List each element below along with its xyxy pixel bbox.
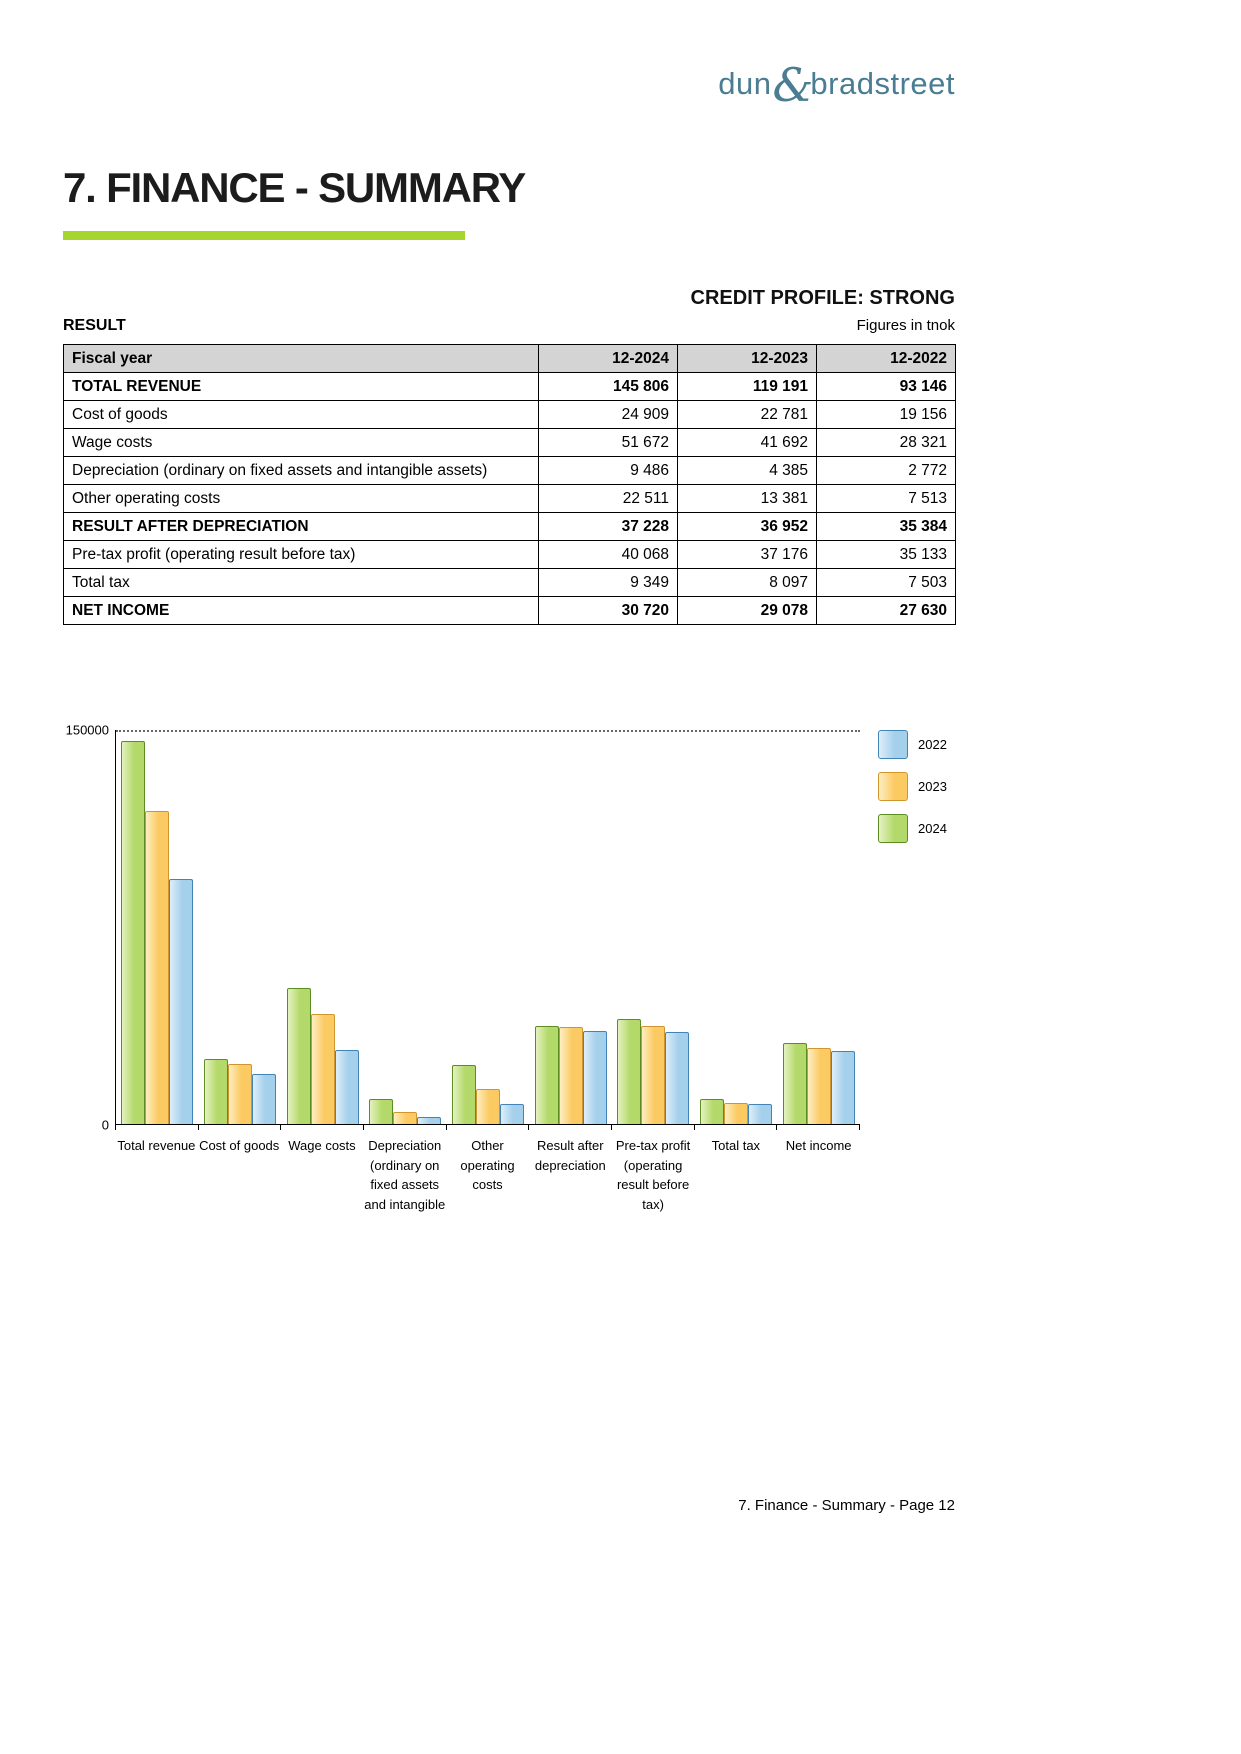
x-axis-tick <box>529 1125 612 1130</box>
bar-2023 <box>807 1048 831 1124</box>
category-label: Cost of goods <box>199 1138 280 1153</box>
bar-group <box>281 730 364 1124</box>
table-row <box>64 513 956 541</box>
x-axis-tick <box>777 1125 860 1130</box>
credit-profile-heading: CREDIT PROFILE: STRONG <box>690 287 955 309</box>
row-value: 35 133 <box>817 541 956 569</box>
legend-label: 2023 <box>918 779 947 794</box>
row-value: 27 630 <box>817 597 956 625</box>
x-axis-tick <box>116 1125 199 1130</box>
table-row <box>64 597 956 625</box>
legend-label: 2022 <box>918 737 947 752</box>
bar-2024 <box>617 1019 641 1124</box>
category-label: Pre-tax profit (operating result before tax) <box>615 1138 691 1212</box>
section-label: RESULT <box>63 317 126 334</box>
figures-unit-note: Figures in tnok <box>856 317 955 334</box>
x-axis-ticks <box>115 1125 860 1130</box>
table-row <box>64 457 956 485</box>
bar-2024 <box>700 1099 724 1124</box>
category-label: Depreciation (ordinary on fixed assets and intangible <box>364 1138 446 1212</box>
bar-2022 <box>335 1050 359 1124</box>
bar-2022 <box>831 1051 855 1124</box>
title-accent-bar <box>63 231 465 240</box>
category-label: Net income <box>785 1138 852 1153</box>
bar-group <box>447 730 530 1124</box>
row-label: Depreciation (ordinary on fixed assets and intangible assets) <box>64 457 539 485</box>
category-label: Total revenue <box>117 1138 196 1153</box>
row-value: 41 692 <box>678 429 817 457</box>
legend-item <box>878 772 947 801</box>
bar-group <box>612 730 695 1124</box>
row-label: Total tax <box>64 569 539 597</box>
bar-2024 <box>287 988 311 1124</box>
page-footer: 7. Finance - Summary - Page 12 <box>738 1497 955 1514</box>
x-axis-tick <box>695 1125 778 1130</box>
logo-word-dun: dun <box>718 66 772 101</box>
legend-label: 2024 <box>918 821 947 836</box>
gridline-150000 <box>116 730 860 732</box>
x-axis-tick <box>281 1125 364 1130</box>
dnb-logo <box>0 58 955 112</box>
table-row <box>64 541 956 569</box>
category-label: Wage costs <box>288 1138 356 1153</box>
bar-2022 <box>583 1031 607 1124</box>
table-head-row <box>64 345 956 373</box>
row-value: 145 806 <box>539 373 678 401</box>
table-row <box>64 485 956 513</box>
bar-2023 <box>393 1112 417 1124</box>
row-value: 7 513 <box>817 485 956 513</box>
row-label: Pre-tax profit (operating result before tax) <box>64 541 539 569</box>
bar-2024 <box>452 1065 476 1124</box>
bar-2023 <box>311 1014 335 1124</box>
row-value: 36 952 <box>678 513 817 541</box>
row-value: 51 672 <box>539 429 678 457</box>
bar-2023 <box>559 1027 583 1124</box>
x-axis-tick <box>612 1125 695 1130</box>
x-axis-labels <box>115 1133 860 1214</box>
table-row <box>64 569 956 597</box>
table-row <box>64 429 956 457</box>
column-header-fiscal-year: Fiscal year <box>64 345 539 373</box>
page-title: 7. FINANCE - SUMMARY <box>63 164 526 211</box>
bar-2023 <box>228 1064 252 1124</box>
category-label: Result after depreciation <box>534 1138 606 1173</box>
row-value: 22 781 <box>678 401 817 429</box>
x-axis-tick <box>447 1125 530 1130</box>
bar-group <box>777 730 860 1124</box>
bar-2022 <box>169 879 193 1124</box>
legend-swatch <box>878 730 908 759</box>
finance-table <box>63 344 956 625</box>
bar-2024 <box>783 1043 807 1124</box>
bar-2023 <box>145 811 169 1124</box>
finance-bar-chart <box>63 700 955 1230</box>
row-value: 93 146 <box>817 373 956 401</box>
row-value: 8 097 <box>678 569 817 597</box>
y-axis-min-label: 0 <box>101 1117 109 1133</box>
bar-2022 <box>500 1104 524 1124</box>
bar-2022 <box>665 1032 689 1124</box>
legend-swatch <box>878 814 908 843</box>
row-label: RESULT AFTER DEPRECIATION <box>64 513 539 541</box>
table-row <box>64 373 956 401</box>
column-header-period: 12-2023 <box>678 345 817 373</box>
row-value: 4 385 <box>678 457 817 485</box>
row-value: 22 511 <box>539 485 678 513</box>
row-value: 2 772 <box>817 457 956 485</box>
row-label: Other operating costs <box>64 485 539 513</box>
row-label: Wage costs <box>64 429 539 457</box>
row-label: Cost of goods <box>64 401 539 429</box>
y-axis-max-label: 150000 <box>65 722 109 738</box>
category-label: Other operating costs <box>460 1138 515 1192</box>
bar-2023 <box>476 1089 500 1124</box>
table-caption-row <box>63 317 955 335</box>
bar-group <box>116 730 199 1124</box>
row-label: NET INCOME <box>64 597 539 625</box>
bar-group <box>529 730 612 1124</box>
row-value: 119 191 <box>678 373 817 401</box>
legend-swatch <box>878 772 908 801</box>
legend-item <box>878 730 947 759</box>
row-value: 19 156 <box>817 401 956 429</box>
row-value: 30 720 <box>539 597 678 625</box>
chart-legend <box>878 730 947 856</box>
row-value: 9 349 <box>539 569 678 597</box>
bar-2023 <box>641 1026 665 1124</box>
table-row <box>64 401 956 429</box>
bar-2024 <box>121 741 145 1124</box>
bar-2023 <box>724 1103 748 1124</box>
row-value: 13 381 <box>678 485 817 513</box>
row-value: 37 228 <box>539 513 678 541</box>
row-value: 9 486 <box>539 457 678 485</box>
row-value: 7 503 <box>817 569 956 597</box>
column-header-period: 12-2024 <box>539 345 678 373</box>
row-value: 40 068 <box>539 541 678 569</box>
bar-2022 <box>252 1074 276 1124</box>
bar-group <box>364 730 447 1124</box>
category-label: Total tax <box>711 1138 761 1153</box>
row-value: 29 078 <box>678 597 817 625</box>
finance-table-body <box>64 373 956 625</box>
row-label: TOTAL REVENUE <box>64 373 539 401</box>
row-value: 35 384 <box>817 513 956 541</box>
logo-word-bradstreet: bradstreet <box>810 66 955 101</box>
bar-group <box>695 730 778 1124</box>
row-value: 37 176 <box>678 541 817 569</box>
bar-2022 <box>417 1117 441 1124</box>
logo-ampersand-icon: & <box>772 58 814 112</box>
bar-group <box>199 730 282 1124</box>
chart-plot-area <box>115 730 860 1125</box>
bar-2024 <box>204 1059 228 1124</box>
x-axis-tick <box>199 1125 282 1130</box>
bar-2022 <box>748 1104 772 1124</box>
legend-item <box>878 814 947 843</box>
x-axis-tick <box>364 1125 447 1130</box>
bar-2024 <box>369 1099 393 1124</box>
column-header-period: 12-2022 <box>817 345 956 373</box>
row-value: 24 909 <box>539 401 678 429</box>
bar-2024 <box>535 1026 559 1124</box>
row-value: 28 321 <box>817 429 956 457</box>
